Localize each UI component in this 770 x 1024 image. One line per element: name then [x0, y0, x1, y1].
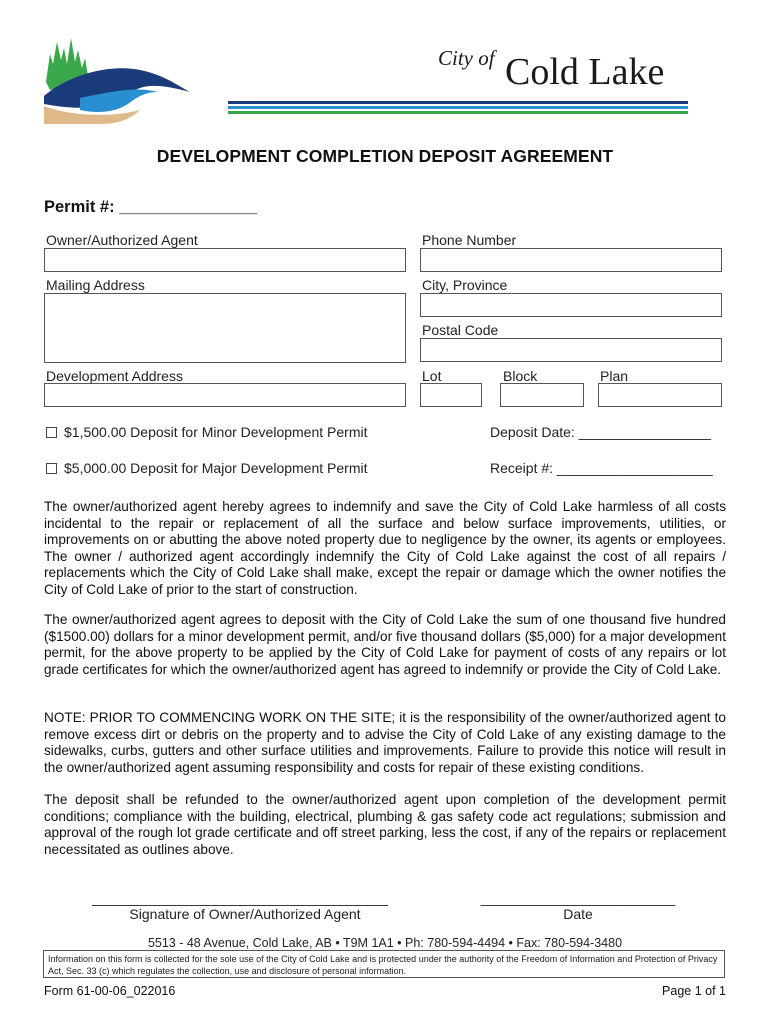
- privacy-notice: Information on this form is collected for the sole use of the City of Cold Lake and is protected under the authority of the Freedom of Information and Protection of Privacy Act, Sec. 33 (c) which regulates the collection, use and disclosure of personal information.: [43, 950, 725, 978]
- mailing-input[interactable]: [44, 293, 406, 363]
- postal-input[interactable]: [420, 338, 722, 362]
- date-line[interactable]: _________________________: [480, 890, 676, 906]
- refund-paragraph: The deposit shall be refunded to the owner/authorized agent upon completion of the development permit conditions; compliance with the building, electrical, plumbing & gas safety code act regulations; submission and approval of the rough lot grade certificate and off street parking, less the cost, if any of the repairs or replacement necessitated as outlines above.: [44, 792, 726, 857]
- city-of-text: City of: [438, 46, 495, 70]
- minor-deposit-checkbox[interactable]: [46, 427, 57, 438]
- form-number: Form 61-00-06_022016: [44, 984, 176, 998]
- cold-lake-logo-icon: [40, 34, 240, 124]
- phone-label: Phone Number: [422, 232, 517, 248]
- indemnity-paragraph: The owner/authorized agent hereby agrees to indemnify and save the City of Cold Lake harmless of all costs incidental to the repair or replacement of all the surface and below surface improvements, utilities, or improvements on or abutting the above noted property due to negligence by the owner, its agents or employees. The owner / authorized agent accordingly indemnify the City of Cold Lake against the cost of all repairs / replacements which the City of Cold Lake shall make, except the repair or damage which the owner notifies the City of Cold Lake of prior to the start of construction.: [44, 499, 726, 597]
- receipt-field[interactable]: Receipt #: ____________________: [490, 460, 713, 476]
- document-title: DEVELOPMENT COMPLETION DEPOSIT AGREEMENT: [156, 146, 614, 166]
- signature-line[interactable]: ______________________________________: [92, 890, 388, 906]
- major-deposit-label: $5,000.00 Deposit for Major Development Permit: [64, 460, 368, 476]
- header-rule-blue: [228, 106, 688, 109]
- deposit-date-field[interactable]: Deposit Date: _________________: [490, 424, 712, 440]
- development-address-input[interactable]: [44, 383, 406, 407]
- note-paragraph: NOTE: PRIOR TO COMMENCING WORK ON THE SITE; it is the responsibility of the owner/authorized agent to remove excess dirt or debris on the property and to advise the City of Cold Lake of any existing damage to the sidewalks, curbs, gutters and other surface utilities and improvements. Failure to provide this notice will result in the owner/authorized agent assuming responsibility and costs for repair of these existing conditions.: [44, 710, 726, 775]
- deposit-paragraph: The owner/authorized agent agrees to deposit with the City of Cold Lake the sum of one thousand five hundred ($1500.00) dollars for a minor development permit, and/or five thousand dollars ($5,000) for a major development permit, for the above property to be applied by the City of Cold Lake for payment of costs of any repairs or lot grade certificates for which the owner/authorized agent has agreed to indemnify or provide the City of Cold Lake.: [44, 612, 726, 677]
- header-rule-navy: [228, 101, 688, 104]
- owner-label: Owner/Authorized Agent: [46, 232, 198, 248]
- footer-address: 5513 - 48 Avenue, Cold Lake, AB • T9M 1A1 • Ph: 780-594-4494 • Fax: 780-594-3480: [147, 936, 623, 950]
- permit-number-field[interactable]: Permit #: _______________: [44, 198, 257, 216]
- header-rule-green: [228, 111, 688, 114]
- city-province-label: City, Province: [422, 277, 508, 293]
- mailing-label: Mailing Address: [46, 277, 145, 293]
- date-label: Date: [563, 906, 593, 922]
- city-name-text: Cold Lake: [505, 51, 665, 93]
- lot-label: Lot: [422, 368, 442, 384]
- owner-input[interactable]: [44, 248, 406, 272]
- lot-input[interactable]: [420, 383, 482, 407]
- minor-deposit-label: $1,500.00 Deposit for Minor Development Permit: [64, 424, 368, 440]
- page-number: Page 1 of 1: [662, 984, 726, 998]
- block-input[interactable]: [500, 383, 584, 407]
- signature-label: Signature of Owner/Authorized Agent: [129, 906, 361, 922]
- phone-input[interactable]: [420, 248, 722, 272]
- major-deposit-option[interactable]: [46, 460, 367, 476]
- major-deposit-checkbox[interactable]: [46, 463, 57, 474]
- plan-input[interactable]: [598, 383, 722, 407]
- city-province-input[interactable]: [420, 293, 722, 317]
- block-label: Block: [503, 368, 538, 384]
- minor-deposit-option[interactable]: [46, 424, 367, 440]
- development-address-label: Development Address: [46, 368, 183, 384]
- plan-label: Plan: [600, 368, 629, 384]
- postal-label: Postal Code: [422, 322, 499, 338]
